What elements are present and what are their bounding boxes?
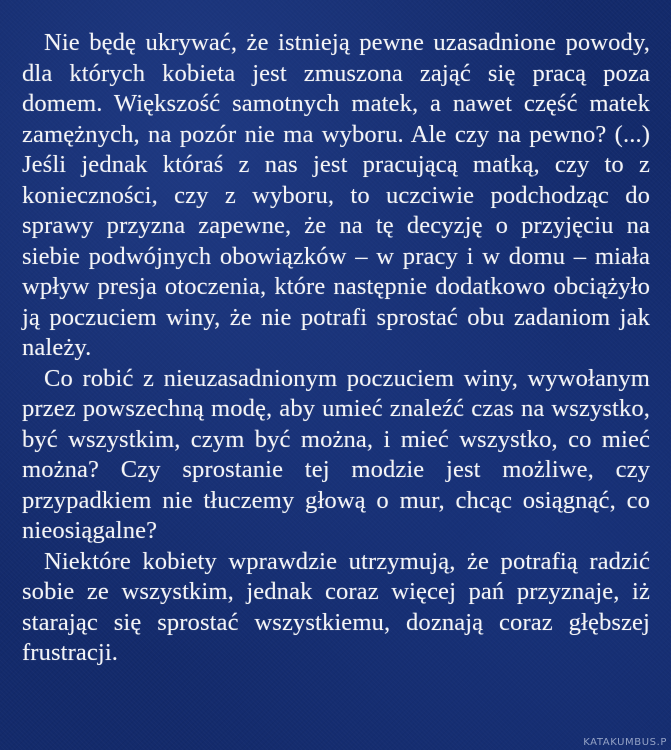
paragraph-2: Co robić z nieuzasadnionym poczuciem winy, wywołanym przez powszechną modę, aby umieć znaleźć czas na wszystko, być wszystkim, czym być można, i mieć wszystko, co mieć można? Czy sprostanie tej modzie jest możliwe, czy przypadkiem nie tłuczemy głową o mur, chcąc osiągnąć, co nieosiągalne?: [22, 364, 650, 544]
paragraph-1: Nie będę ukrywać, że istnieją pewne uzasadnione powody, dla których kobieta jest zmuszona zająć się pracą poza domem. Większość samotnych matek, a nawet część matek zamężnych, na pozór nie ma wyboru. Ale czy na pewno? (...) Jeśli jednak któraś z nas jest pracującą matką, czy to z konieczności, czy z wyboru, to uczciwie podchodząc do sprawy przyzna zapewne, że na tę decyzję o przyjęciu na siebie podwójnych obowiązków – w pracy i w domu – miała wpływ presja otoczenia, które następnie dodatkowo obciążyło ją poczuciem winy, że nie potrafi sprostać obu zadaniom jak należy.: [22, 29, 650, 361]
watermark-text: KATAKUMBUS.P: [583, 737, 667, 748]
document-page: [22, 28, 650, 733]
paragraph-3: Niektóre kobiety wprawdzie utrzymują, że potrafią radzić sobie ze wszystkim, jednak coraz więcej pań przyznaje, iż starając się sprostać wszystkiemu, doznają coraz głębszej frustracji.: [22, 547, 650, 666]
